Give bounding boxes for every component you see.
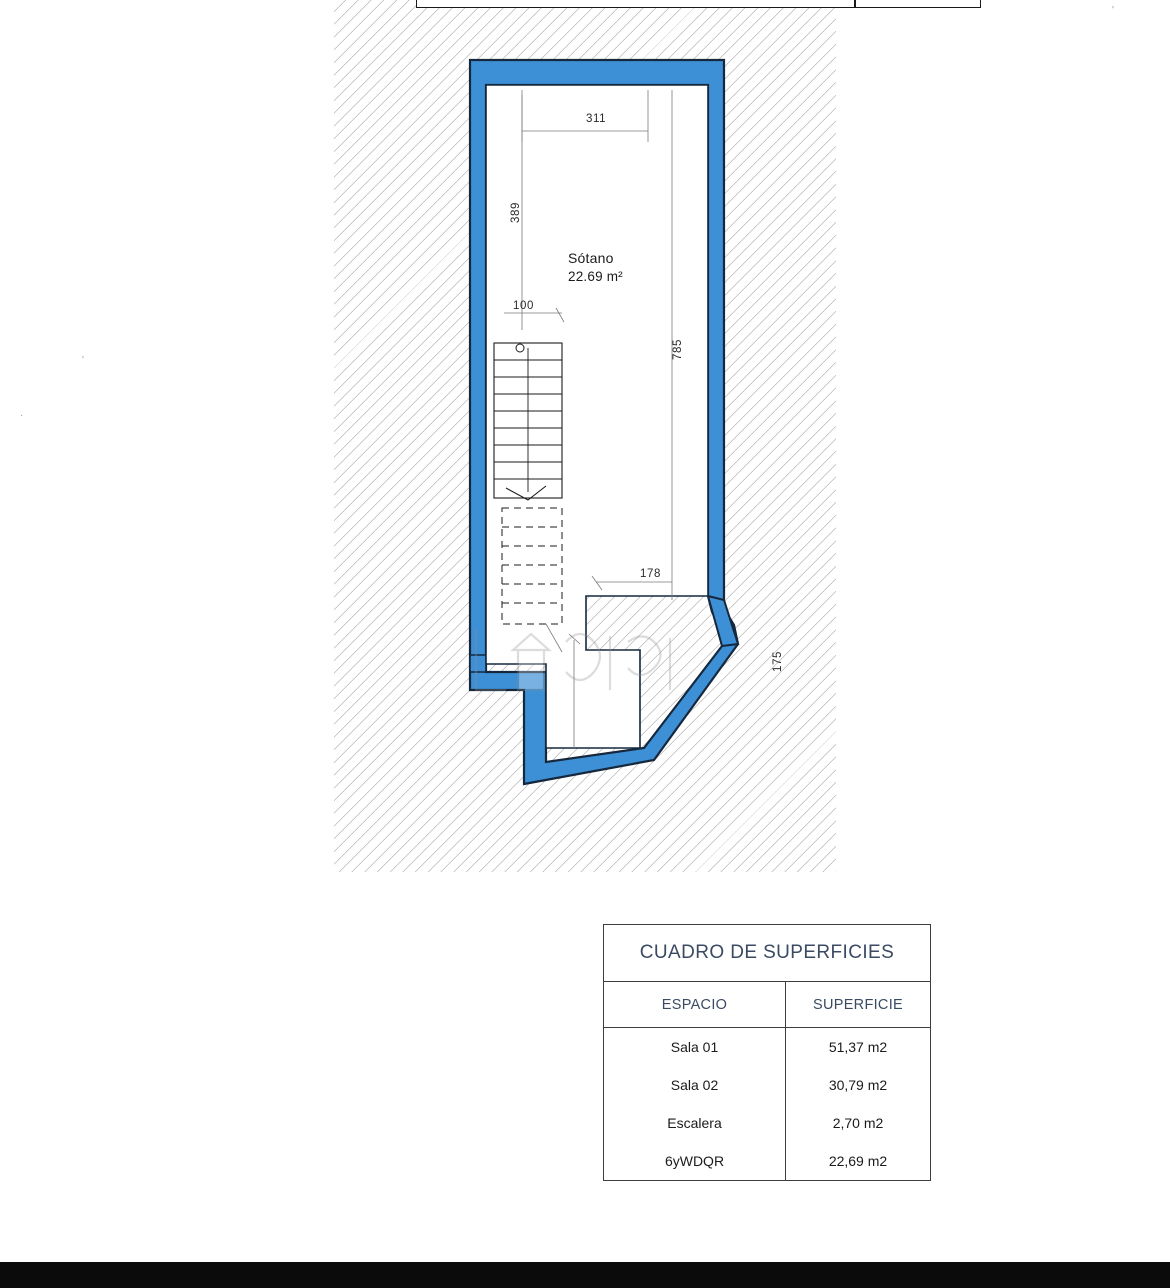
cell-space: 6yWDQR xyxy=(604,1142,786,1180)
wall-jog-right xyxy=(708,596,738,646)
column-header-espacio: ESPACIO xyxy=(604,982,786,1027)
dimension-lower-width: 178 xyxy=(640,568,661,580)
table-row xyxy=(604,1142,930,1180)
cell-surface: 51,37 m2 xyxy=(828,1039,888,1055)
room-area-label: 22.69 m² xyxy=(568,269,623,284)
cell-space: Sala 01 xyxy=(604,1028,786,1066)
stray-mark-top-right: ' xyxy=(1112,5,1114,16)
cell-surface: 22,69 m2 xyxy=(828,1153,888,1169)
cell-space: Sala 02 xyxy=(604,1066,786,1104)
dimension-stair-width: 100 xyxy=(513,300,534,312)
table-row xyxy=(604,1028,930,1066)
column-header-superficie: SUPERFICIE xyxy=(812,996,903,1013)
cell-space: Escalera xyxy=(604,1104,786,1142)
page-bottom-bar xyxy=(0,1262,1170,1288)
surfaces-table-header-row xyxy=(604,982,930,1028)
surfaces-table xyxy=(603,924,931,1181)
dimension-left-upper: 389 xyxy=(510,202,522,223)
cell-surface: 2,70 m2 xyxy=(832,1115,884,1131)
table-row xyxy=(604,1066,930,1104)
dimension-right-height: 785 xyxy=(672,339,684,360)
stray-mark-left-2: · xyxy=(20,410,24,421)
wall-return-left xyxy=(470,655,486,672)
top-table-fragment-divider xyxy=(854,0,856,7)
floor-plan-drawing xyxy=(334,0,836,872)
table-row xyxy=(604,1104,930,1142)
surfaces-table-title: CUADRO DE SUPERFICIES xyxy=(604,925,930,982)
dimension-top-width: 311 xyxy=(586,113,607,125)
stray-mark-left: ' xyxy=(82,355,84,366)
dimension-bottom-notch: 175 xyxy=(772,651,784,672)
room-name-label: Sótano xyxy=(568,250,614,266)
cell-surface: 30,79 m2 xyxy=(828,1077,888,1093)
